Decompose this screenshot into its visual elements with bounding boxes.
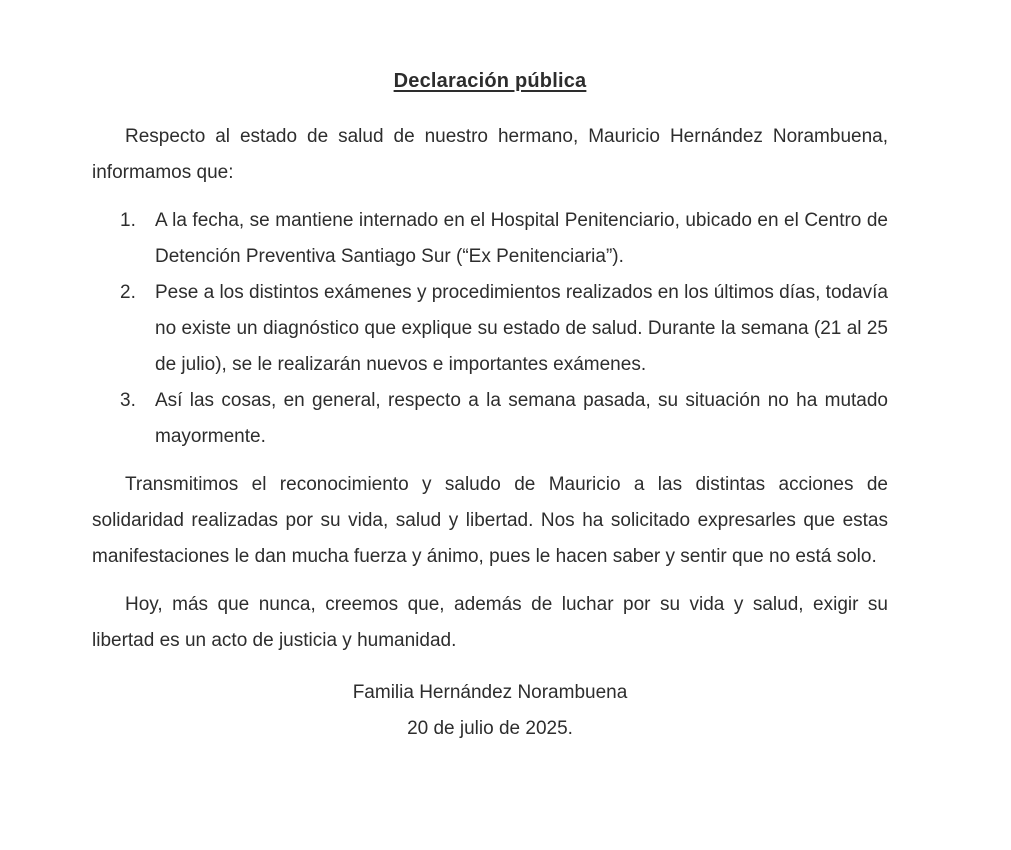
list-item [92,275,888,383]
page-title: Declaración pública [393,70,587,92]
numbered-list [92,203,888,455]
solidarity-paragraph: Transmitimos el reconocimiento y saludo de Mauricio a las distintas acciones de solidaridad realizadas por su vida, salud y libertad. Nos ha solicitado expresarles que estas manifestaciones le dan mucha fuerza y ánimo, pues le hacen saber y sentir que no está solo. [92,474,888,567]
item-text: A la fecha, se mantiene internado en el Hospital Penitenciario, ubicado en el Centro de Detención Preventiva Santiago Sur (“Ex Penitenciaria”). [155,210,888,267]
item-text: Pese a los distintos exámenes y procedimientos realizados en los últimos días, todavía no existe un diagnóstico que explique su estado de salud. Durante la semana (21 al 25 de julio), se le realizarán nuevos e importantes exámenes. [155,282,888,375]
item-number: 1. [120,210,136,231]
item-number: 3. [120,390,136,411]
list-item [92,203,888,275]
closing-paragraph: Hoy, más que nunca, creemos que, además de luchar por su vida y salud, exigir su libertad es un acto de justicia y humanidad. [92,594,888,651]
list-item [92,383,888,455]
item-text: Así las cosas, en general, respecto a la semana pasada, su situación no ha mutado mayormente. [155,390,888,447]
signature-block [92,675,888,747]
signature-date: 20 de julio de 2025. [407,718,573,739]
intro-paragraph: Respecto al estado de salud de nuestro hermano, Mauricio Hernández Norambuena, informamos que: [92,126,888,183]
signature-name: Familia Hernández Norambuena [352,682,628,703]
item-number: 2. [120,282,136,303]
